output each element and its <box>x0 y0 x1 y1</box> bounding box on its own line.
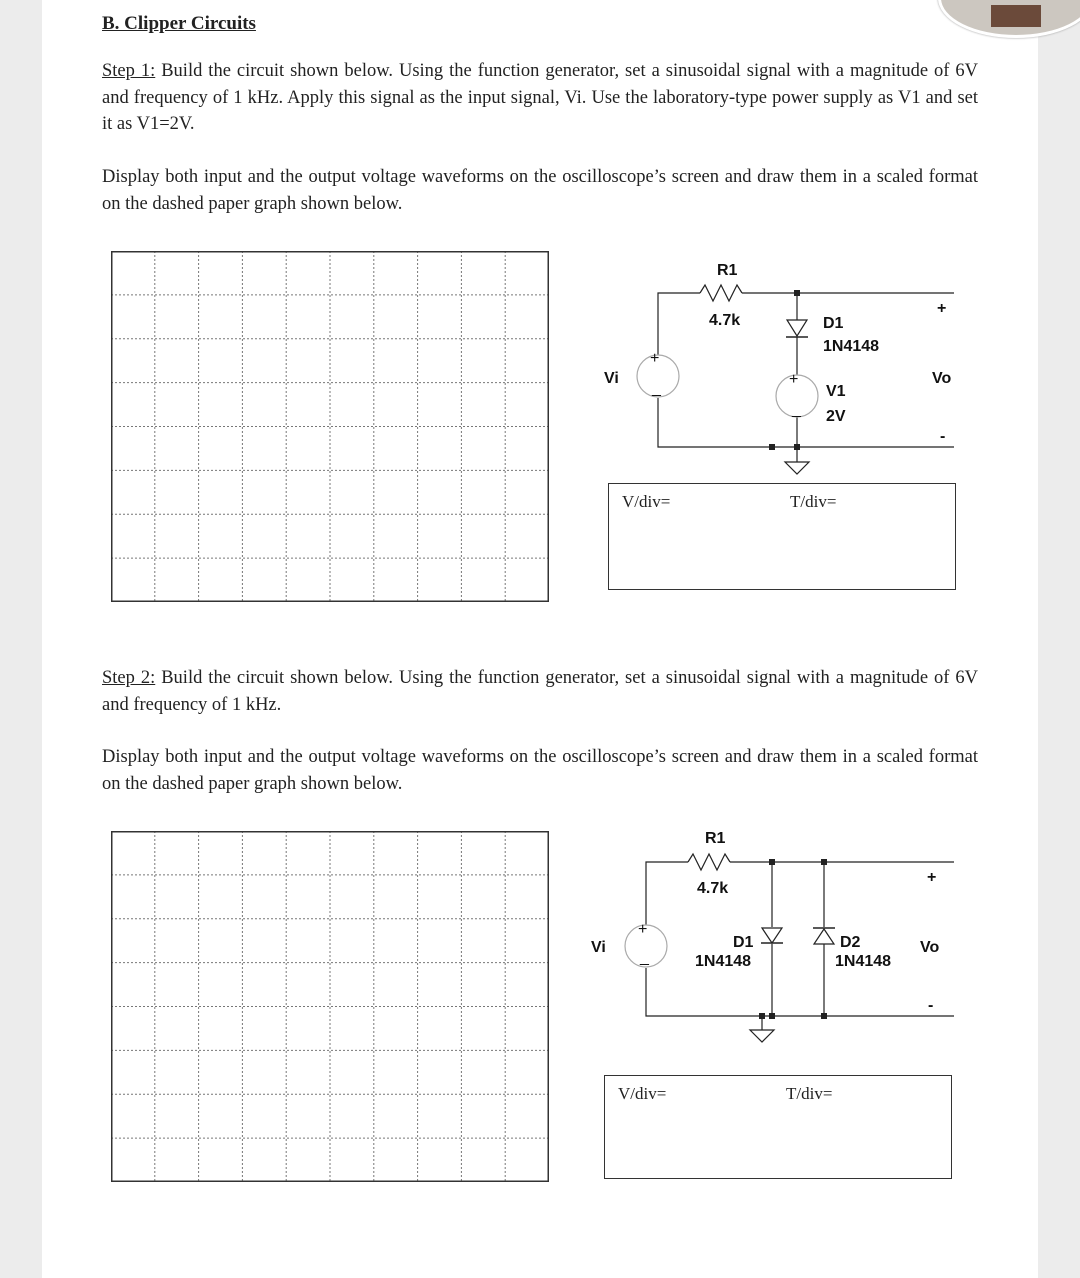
step1-v1-value: 2V <box>826 408 846 425</box>
step1-v1-name: V1 <box>826 383 846 400</box>
svg-text:_: _ <box>652 380 661 397</box>
step2-tdiv-label: T/div= <box>786 1084 833 1103</box>
step2-instructions: Step 2: Build the circuit shown below. Using the function generator, set a sinusoidal signal with a magnitude of 6V and frequency of 1 kHz. <box>102 668 978 715</box>
step2-vdiv-label: V/div= <box>618 1084 667 1103</box>
step2-vo-minus: - <box>928 997 934 1014</box>
svg-text:+: + <box>638 921 648 938</box>
step2-r1-value: 4.7k <box>697 880 729 897</box>
step1-vo-label: Vo <box>932 370 952 387</box>
step1-vi-label: Vi <box>604 370 619 387</box>
section-title: B. Clipper Circuits <box>102 13 256 34</box>
step1-vdiv-label: V/div= <box>622 492 671 511</box>
step1-display-instructions: Display both input and the output voltage waveforms on the oscilloscope’s screen and draw them in a scaled format on the dashed paper graph shown below. <box>102 167 978 214</box>
step2-d1-name: D1 <box>733 934 754 951</box>
svg-text:+: + <box>789 371 799 388</box>
step2-d2-name: D2 <box>840 934 861 951</box>
step2-d1-part: 1N4148 <box>695 953 752 970</box>
step1-d1-name: D1 <box>823 315 844 332</box>
step2-r1-name: R1 <box>705 830 726 847</box>
step1-d1-part: 1N4148 <box>823 338 880 355</box>
step2-display-instructions: Display both input and the output voltage waveforms on the oscilloscope’s screen and draw them in a scaled format on the dashed paper graph shown below. <box>102 747 978 794</box>
step1-tdiv-label: T/div= <box>790 492 837 511</box>
svg-text:_: _ <box>640 949 649 966</box>
step1-r1-value: 4.7k <box>709 312 741 329</box>
step1-label: Step 1: <box>102 61 156 81</box>
step2-vo-label: Vo <box>920 939 940 956</box>
step2-label: Step 2: <box>102 668 156 688</box>
step2-scale-box[interactable] <box>604 1075 952 1179</box>
step1-r1-name: R1 <box>717 262 738 279</box>
step1-instructions: Step 1: Build the circuit shown below. Using the function generator, set a sinusoidal signal with a magnitude of 6V and frequency of 1 kHz. Apply this signal as the input signal, Vi. Use the laboratory-type power supply as V1 and set it as V1=2V. <box>102 61 978 134</box>
step2-d2-part: 1N4148 <box>835 953 892 970</box>
step1-vo-plus: + <box>937 300 947 317</box>
step2-vo-plus: + <box>927 869 937 886</box>
step1-vo-minus: - <box>940 428 946 445</box>
svg-text:+: + <box>650 350 660 367</box>
step2-vi-label: Vi <box>591 939 606 956</box>
svg-text:_: _ <box>792 401 801 418</box>
